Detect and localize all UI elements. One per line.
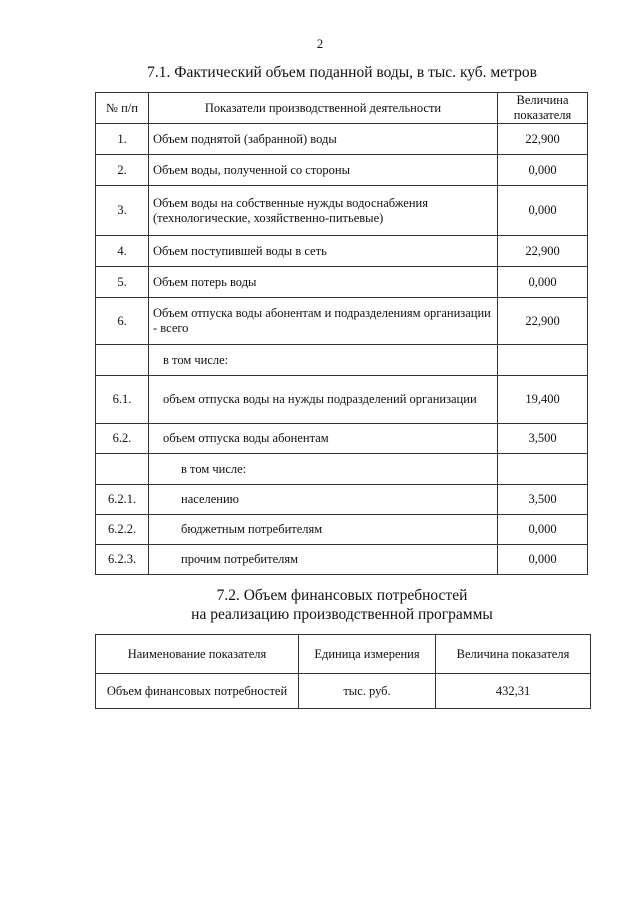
table-row bbox=[96, 376, 588, 424]
row-unit: тыс. руб. bbox=[299, 674, 436, 709]
header-unit: Единица измерения bbox=[299, 635, 436, 674]
table-row bbox=[96, 485, 588, 515]
row-number: 6.2.1. bbox=[96, 485, 149, 515]
table-row bbox=[96, 124, 588, 155]
header-value: Величина показателя bbox=[436, 635, 591, 674]
table-row bbox=[96, 298, 588, 345]
row-name: Объем воды, полученной со стороны bbox=[149, 155, 498, 186]
table-row bbox=[96, 674, 591, 709]
row-value: 0,000 bbox=[498, 186, 588, 236]
section-7-1-title: 7.1. Фактический объем поданной воды, в тыс. куб. метров bbox=[147, 64, 537, 81]
row-name: в том числе: bbox=[149, 345, 498, 376]
row-value: 22,900 bbox=[498, 298, 588, 345]
row-name: прочим потребителям bbox=[149, 545, 498, 575]
row-value: 0,000 bbox=[498, 545, 588, 575]
table-row bbox=[96, 424, 588, 454]
row-value: 19,400 bbox=[498, 376, 588, 424]
row-name: Объем отпуска воды абонентам и подразделениям организации - всего bbox=[149, 298, 498, 345]
row-name: Объем поступившей воды в сеть bbox=[149, 236, 498, 267]
row-number: 6.2.3. bbox=[96, 545, 149, 575]
row-name: бюджетным потребителям bbox=[149, 515, 498, 545]
row-name: объем отпуска воды на нужды подразделений организации bbox=[149, 376, 498, 424]
water-volume-table bbox=[95, 92, 588, 575]
header-indicator: Показатели производственной деятельности bbox=[149, 93, 498, 124]
row-number: 6.2.2. bbox=[96, 515, 149, 545]
header-number: № п/п bbox=[96, 93, 149, 124]
row-value bbox=[498, 454, 588, 485]
row-value: 3,500 bbox=[498, 424, 588, 454]
table-row bbox=[96, 186, 588, 236]
table-row bbox=[96, 454, 588, 485]
row-number bbox=[96, 345, 149, 376]
page-number: 2 bbox=[316, 36, 324, 51]
row-number: 6. bbox=[96, 298, 149, 345]
table-row bbox=[96, 515, 588, 545]
row-number: 5. bbox=[96, 267, 149, 298]
row-name: населению bbox=[149, 485, 498, 515]
row-name: Объем воды на собственные нужды водоснабжения (технологические, хозяйственно-питьевые) bbox=[149, 186, 498, 236]
row-name: Объем финансовых потребностей bbox=[96, 674, 299, 709]
row-value: 0,000 bbox=[498, 515, 588, 545]
table-row bbox=[96, 155, 588, 186]
row-value: 0,000 bbox=[498, 267, 588, 298]
row-name: в том числе: bbox=[149, 454, 498, 485]
table-row bbox=[96, 545, 588, 575]
section-7-2-title-line1: 7.2. Объем финансовых потребностей bbox=[216, 587, 468, 604]
row-value: 22,900 bbox=[498, 124, 588, 155]
row-number: 6.1. bbox=[96, 376, 149, 424]
table-row bbox=[96, 345, 588, 376]
financial-needs-table bbox=[95, 634, 591, 709]
row-number: 1. bbox=[96, 124, 149, 155]
row-number: 6.2. bbox=[96, 424, 149, 454]
row-value: 432,31 bbox=[436, 674, 591, 709]
row-number: 2. bbox=[96, 155, 149, 186]
row-value bbox=[498, 345, 588, 376]
row-name: Объем поднятой (забранной) воды bbox=[149, 124, 498, 155]
table-header-row bbox=[96, 635, 591, 674]
row-name: объем отпуска воды абонентам bbox=[149, 424, 498, 454]
table-row bbox=[96, 236, 588, 267]
row-number: 4. bbox=[96, 236, 149, 267]
header-indicator-name: Наименование показателя bbox=[96, 635, 299, 674]
row-value: 3,500 bbox=[498, 485, 588, 515]
row-value: 22,900 bbox=[498, 236, 588, 267]
table-row bbox=[96, 267, 588, 298]
table-header-row bbox=[96, 93, 588, 124]
section-7-2-title bbox=[96, 586, 588, 624]
row-number bbox=[96, 454, 149, 485]
row-number: 3. bbox=[96, 186, 149, 236]
row-name: Объем потерь воды bbox=[149, 267, 498, 298]
header-value: Величина показателя bbox=[498, 93, 588, 124]
row-value: 0,000 bbox=[498, 155, 588, 186]
section-7-2-title-line2: на реализацию производственной программы bbox=[191, 606, 493, 623]
